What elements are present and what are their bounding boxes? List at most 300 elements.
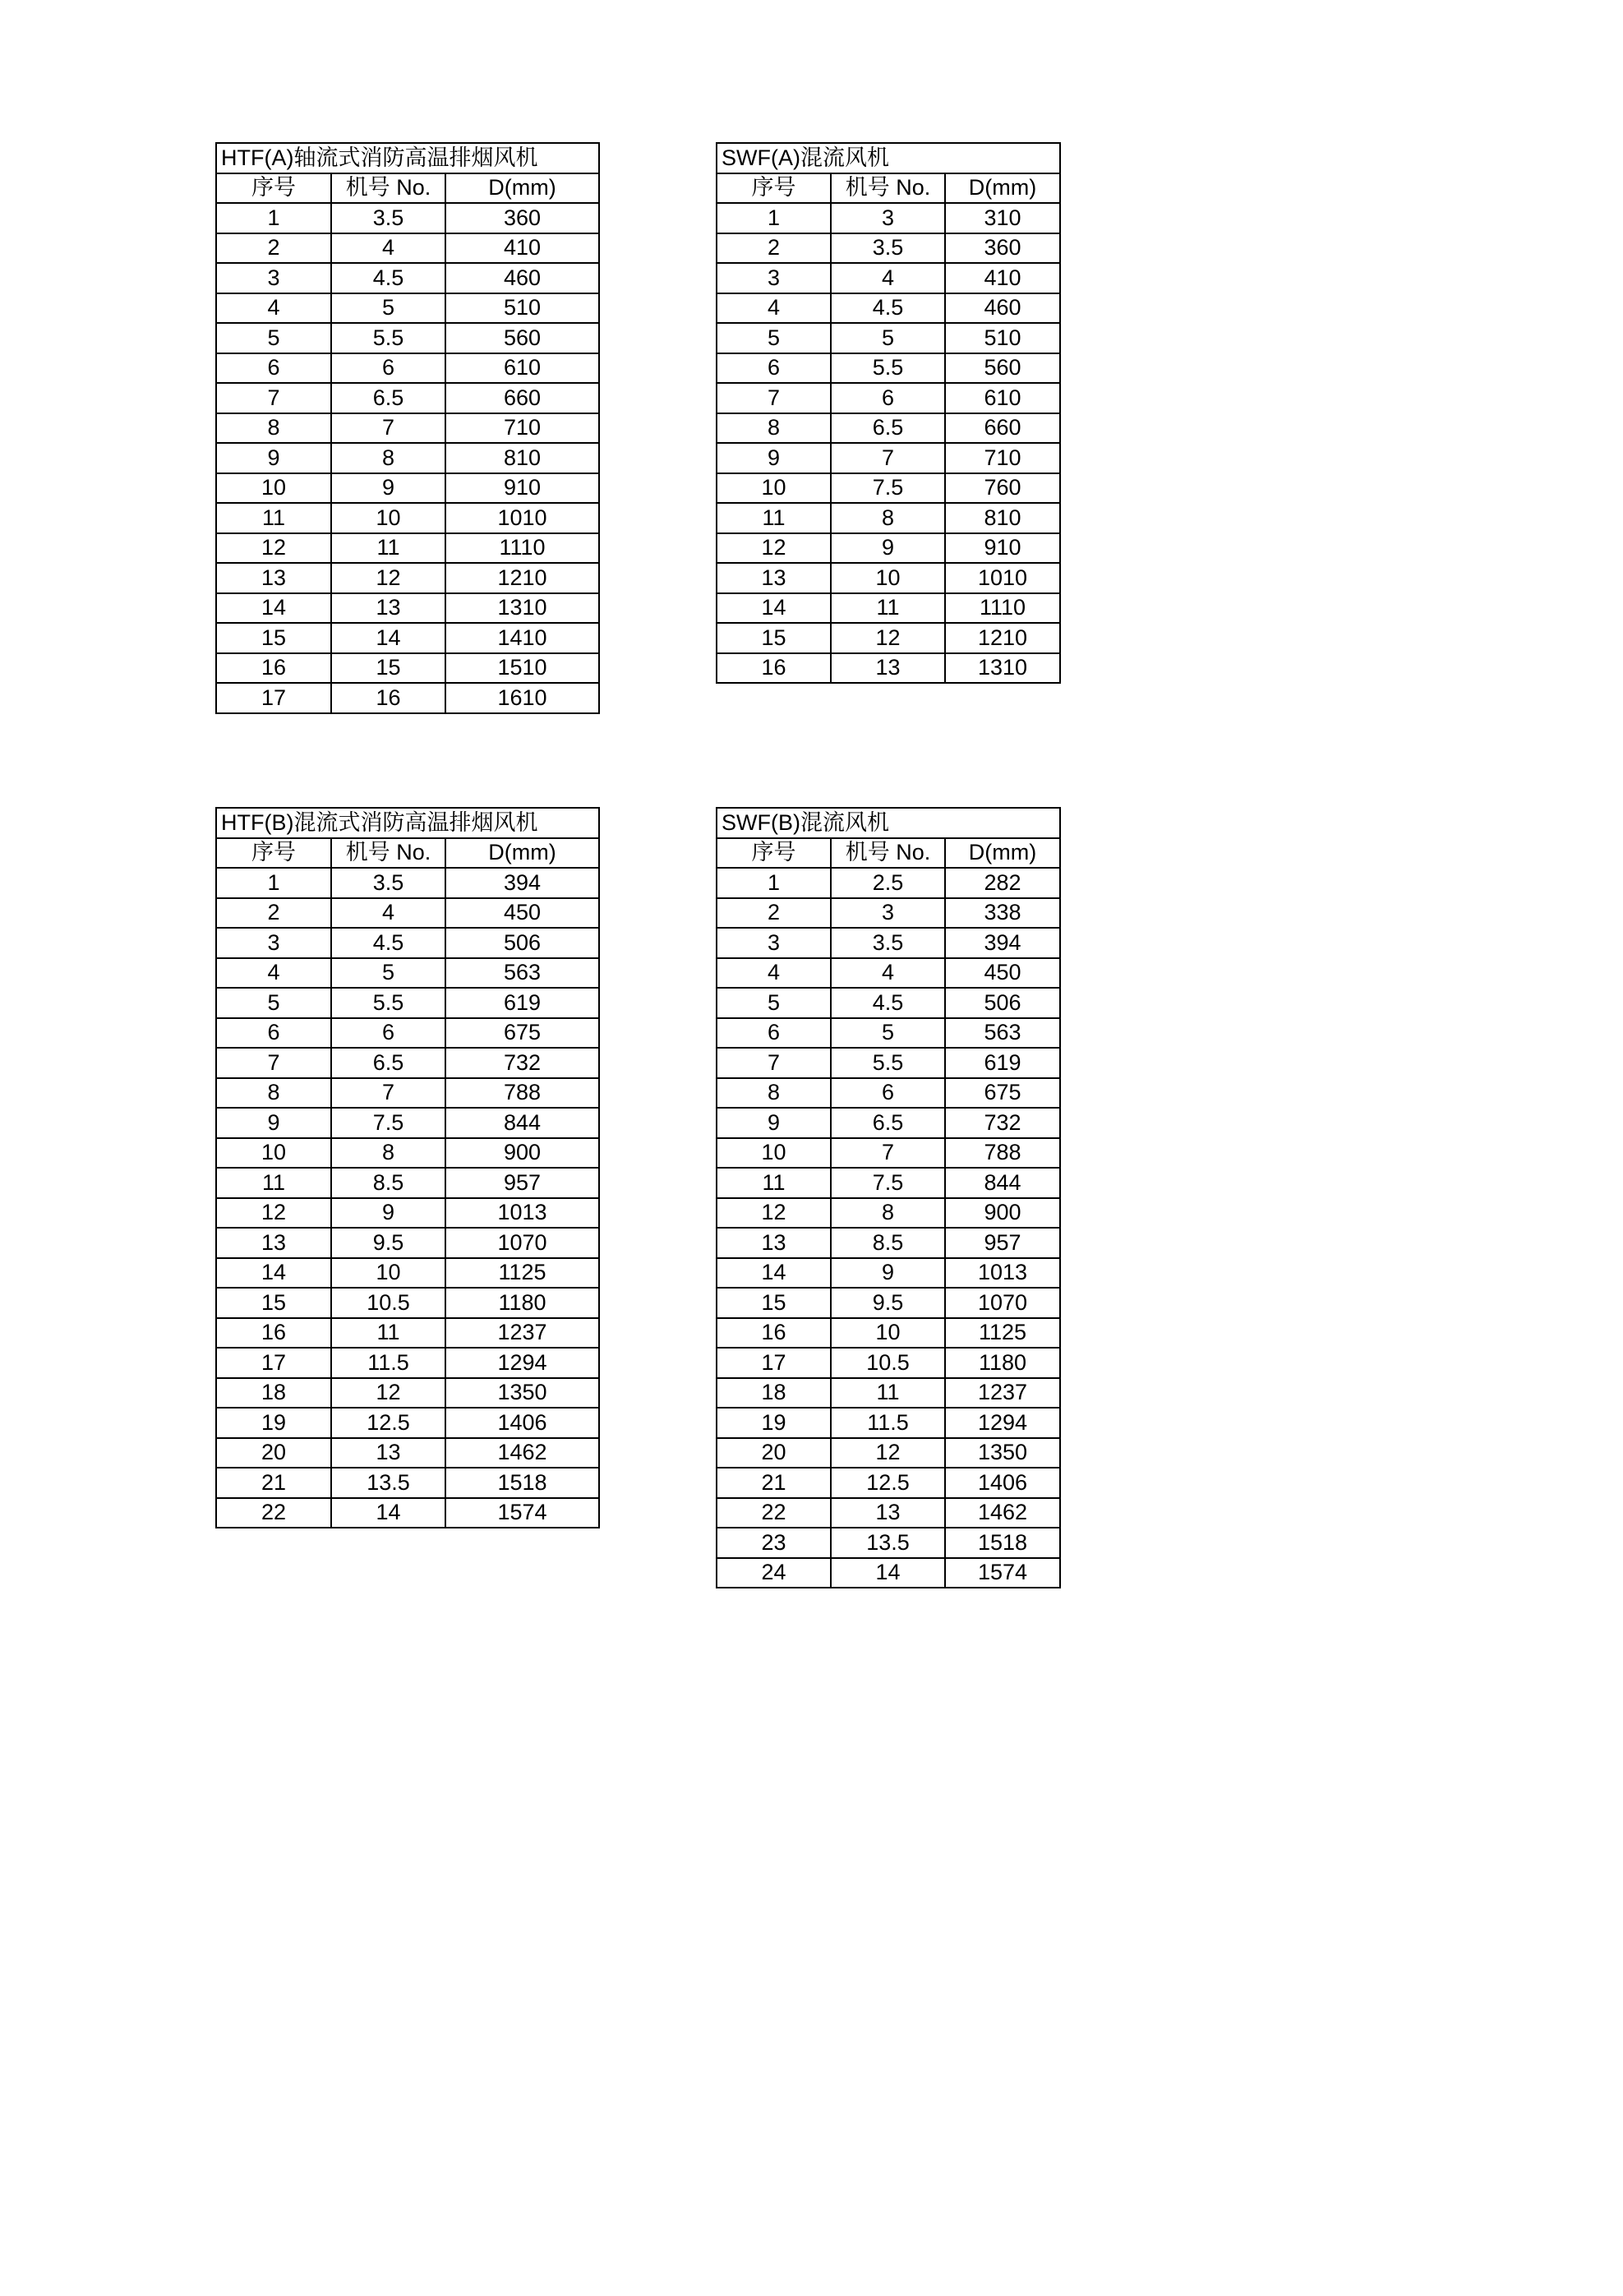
cell-diameter: 510 <box>445 293 599 324</box>
table-row <box>216 1138 599 1169</box>
table-row <box>717 1198 1060 1229</box>
cell-diameter: 1310 <box>945 653 1060 684</box>
cell-machine-no: 2.5 <box>831 868 945 898</box>
cell-diameter: 506 <box>945 988 1060 1018</box>
cell-index: 22 <box>717 1498 831 1528</box>
cell-index: 1 <box>717 203 831 233</box>
table-row <box>717 1438 1060 1468</box>
cell-index: 5 <box>717 323 831 353</box>
table-row <box>717 1378 1060 1408</box>
table-row <box>717 533 1060 564</box>
cell-index: 20 <box>717 1438 831 1468</box>
header-diameter: D(mm) <box>445 838 599 869</box>
table-row <box>216 1048 599 1078</box>
cell-machine-no: 3.5 <box>331 203 445 233</box>
cell-index: 14 <box>717 593 831 624</box>
cell-machine-no: 5.5 <box>331 323 445 353</box>
table-row <box>717 443 1060 473</box>
cell-diameter: 410 <box>445 233 599 264</box>
cell-machine-no: 5.5 <box>831 353 945 384</box>
table-row <box>216 383 599 413</box>
cell-machine-no: 8 <box>331 1138 445 1169</box>
cell-machine-no: 10 <box>331 503 445 533</box>
cell-index: 5 <box>717 988 831 1018</box>
table-row <box>717 868 1060 898</box>
cell-diameter: 675 <box>945 1078 1060 1109</box>
htf-b-table <box>215 807 600 1528</box>
table-title: HTF(A)轴流式消防高温排烟风机 <box>216 143 599 173</box>
cell-machine-no: 10.5 <box>831 1348 945 1378</box>
header-diameter: D(mm) <box>945 838 1060 869</box>
cell-machine-no: 11.5 <box>331 1348 445 1378</box>
cell-diameter: 506 <box>445 928 599 958</box>
table-row <box>216 623 599 653</box>
cell-machine-no: 9 <box>331 473 445 504</box>
table-title: HTF(B)混流式消防高温排烟风机 <box>216 808 599 838</box>
table-row <box>216 1018 599 1049</box>
header-diameter: D(mm) <box>445 173 599 204</box>
cell-diameter: 1237 <box>945 1378 1060 1408</box>
cell-machine-no: 10.5 <box>331 1288 445 1318</box>
cell-index: 11 <box>717 503 831 533</box>
cell-index: 13 <box>216 563 331 593</box>
table-row <box>717 1528 1060 1558</box>
cell-machine-no: 5.5 <box>331 988 445 1018</box>
table-row <box>717 1348 1060 1378</box>
table-row <box>717 1558 1060 1588</box>
cell-index: 2 <box>717 233 831 264</box>
table-row <box>717 383 1060 413</box>
cell-diameter: 1294 <box>445 1348 599 1378</box>
cell-diameter: 1574 <box>945 1558 1060 1588</box>
header-index: 序号 <box>717 173 831 204</box>
cell-diameter: 1070 <box>445 1228 599 1258</box>
cell-index: 15 <box>216 1288 331 1318</box>
table-header-row <box>216 838 599 869</box>
cell-diameter: 900 <box>945 1198 1060 1229</box>
cell-diameter: 660 <box>445 383 599 413</box>
table-row <box>216 233 599 264</box>
table-row <box>216 1408 599 1438</box>
cell-diameter: 1518 <box>445 1468 599 1498</box>
table-row <box>717 653 1060 684</box>
table-row <box>717 293 1060 324</box>
cell-machine-no: 6.5 <box>331 1048 445 1078</box>
cell-index: 10 <box>216 1138 331 1169</box>
cell-machine-no: 7 <box>331 413 445 444</box>
cell-index: 8 <box>216 413 331 444</box>
table-row <box>216 443 599 473</box>
cell-diameter: 1237 <box>445 1318 599 1349</box>
table-title-row <box>717 143 1060 173</box>
cell-diameter: 957 <box>445 1168 599 1198</box>
cell-machine-no: 11 <box>831 593 945 624</box>
cell-diameter: 450 <box>445 898 599 929</box>
cell-machine-no: 13.5 <box>331 1468 445 1498</box>
cell-index: 4 <box>216 293 331 324</box>
cell-index: 12 <box>216 533 331 564</box>
cell-diameter: 1310 <box>445 593 599 624</box>
table-row <box>216 503 599 533</box>
cell-diameter: 450 <box>945 958 1060 989</box>
cell-machine-no: 13.5 <box>831 1528 945 1558</box>
cell-index: 17 <box>216 683 331 713</box>
cell-machine-no: 15 <box>331 653 445 684</box>
table-row <box>216 928 599 958</box>
cell-diameter: 510 <box>945 323 1060 353</box>
cell-machine-no: 11.5 <box>831 1408 945 1438</box>
cell-machine-no: 4 <box>331 898 445 929</box>
table-row <box>717 323 1060 353</box>
cell-diameter: 1210 <box>945 623 1060 653</box>
cell-diameter: 394 <box>945 928 1060 958</box>
cell-machine-no: 16 <box>331 683 445 713</box>
cell-index: 11 <box>216 503 331 533</box>
cell-diameter: 910 <box>445 473 599 504</box>
table-title-row <box>717 808 1060 838</box>
cell-index: 4 <box>216 958 331 989</box>
table-title-row <box>216 143 599 173</box>
table-row <box>216 1348 599 1378</box>
table-header-row <box>216 173 599 204</box>
cell-machine-no: 10 <box>831 1318 945 1349</box>
cell-diameter: 282 <box>945 868 1060 898</box>
cell-index: 12 <box>216 1198 331 1229</box>
cell-diameter: 788 <box>945 1138 1060 1169</box>
cell-machine-no: 6.5 <box>831 1108 945 1138</box>
cell-diameter: 1518 <box>945 1528 1060 1558</box>
cell-index: 6 <box>216 353 331 384</box>
cell-machine-no: 9 <box>331 1198 445 1229</box>
cell-diameter: 844 <box>445 1108 599 1138</box>
table-row <box>717 593 1060 624</box>
table-row <box>216 203 599 233</box>
cell-diameter: 1180 <box>445 1288 599 1318</box>
cell-machine-no: 13 <box>831 1498 945 1528</box>
cell-index: 15 <box>717 623 831 653</box>
table-row <box>717 503 1060 533</box>
table-row <box>216 473 599 504</box>
table-row <box>216 1078 599 1109</box>
cell-diameter: 710 <box>445 413 599 444</box>
table-row <box>717 928 1060 958</box>
cell-diameter: 1180 <box>945 1348 1060 1378</box>
table-row <box>216 263 599 293</box>
table-row <box>216 1378 599 1408</box>
table-row <box>717 1108 1060 1138</box>
cell-diameter: 360 <box>945 233 1060 264</box>
cell-machine-no: 3.5 <box>331 868 445 898</box>
cell-machine-no: 14 <box>331 623 445 653</box>
cell-diameter: 563 <box>945 1018 1060 1049</box>
cell-diameter: 619 <box>945 1048 1060 1078</box>
cell-diameter: 1350 <box>445 1378 599 1408</box>
cell-machine-no: 7 <box>831 443 945 473</box>
cell-machine-no: 4.5 <box>831 988 945 1018</box>
table-row <box>717 1498 1060 1528</box>
cell-index: 1 <box>717 868 831 898</box>
cell-index: 16 <box>216 1318 331 1349</box>
cell-index: 4 <box>717 293 831 324</box>
cell-index: 8 <box>216 1078 331 1109</box>
cell-index: 3 <box>216 263 331 293</box>
table-title-row <box>216 808 599 838</box>
cell-machine-no: 12 <box>831 1438 945 1468</box>
cell-machine-no: 8 <box>331 443 445 473</box>
table-row <box>216 683 599 713</box>
cell-index: 6 <box>717 353 831 384</box>
cell-index: 2 <box>717 898 831 929</box>
cell-machine-no: 4.5 <box>331 928 445 958</box>
cell-diameter: 810 <box>945 503 1060 533</box>
cell-index: 3 <box>717 928 831 958</box>
table-row <box>216 353 599 384</box>
table-row <box>717 1258 1060 1289</box>
table-row <box>216 868 599 898</box>
cell-diameter: 460 <box>445 263 599 293</box>
table-row <box>216 958 599 989</box>
table-row <box>717 1168 1060 1198</box>
table-title: SWF(B)混流风机 <box>717 808 1060 838</box>
table-row <box>717 1048 1060 1078</box>
cell-diameter: 1350 <box>945 1438 1060 1468</box>
table-row <box>216 1288 599 1318</box>
cell-diameter: 394 <box>445 868 599 898</box>
table-row <box>216 1498 599 1528</box>
cell-diameter: 560 <box>445 323 599 353</box>
cell-diameter: 610 <box>445 353 599 384</box>
cell-index: 17 <box>717 1348 831 1378</box>
header-machine-no: 机号 No. <box>331 838 445 869</box>
cell-index: 17 <box>216 1348 331 1378</box>
table-row <box>216 898 599 929</box>
cell-diameter: 619 <box>445 988 599 1018</box>
cell-machine-no: 5 <box>331 293 445 324</box>
cell-machine-no: 8.5 <box>331 1168 445 1198</box>
cell-machine-no: 14 <box>831 1558 945 1588</box>
cell-diameter: 844 <box>945 1168 1060 1198</box>
cell-diameter: 1013 <box>445 1198 599 1229</box>
cell-index: 19 <box>717 1408 831 1438</box>
cell-machine-no: 5 <box>331 958 445 989</box>
table-row <box>717 353 1060 384</box>
cell-diameter: 1013 <box>945 1258 1060 1289</box>
cell-diameter: 360 <box>445 203 599 233</box>
cell-machine-no: 4 <box>331 233 445 264</box>
cell-index: 16 <box>216 653 331 684</box>
swf-b-table <box>716 807 1061 1588</box>
cell-machine-no: 7 <box>831 1138 945 1169</box>
cell-index: 14 <box>717 1258 831 1289</box>
table-row <box>216 413 599 444</box>
table-row <box>216 593 599 624</box>
cell-index: 12 <box>717 1198 831 1229</box>
table-row <box>216 293 599 324</box>
table-row <box>717 1228 1060 1258</box>
cell-machine-no: 9 <box>831 533 945 564</box>
table-row <box>216 1318 599 1349</box>
cell-diameter: 410 <box>945 263 1060 293</box>
cell-index: 5 <box>216 988 331 1018</box>
table-header-row <box>717 173 1060 204</box>
cell-machine-no: 4 <box>831 958 945 989</box>
header-machine-no: 机号 No. <box>331 173 445 204</box>
cell-diameter: 900 <box>445 1138 599 1169</box>
table-row <box>717 988 1060 1018</box>
cell-index: 21 <box>216 1468 331 1498</box>
cell-diameter: 1110 <box>945 593 1060 624</box>
cell-machine-no: 6 <box>331 1018 445 1049</box>
cell-index: 8 <box>717 1078 831 1109</box>
cell-index: 15 <box>717 1288 831 1318</box>
table-row <box>717 563 1060 593</box>
cell-index: 16 <box>717 1318 831 1349</box>
cell-machine-no: 14 <box>331 1498 445 1528</box>
cell-index: 6 <box>717 1018 831 1049</box>
table-row <box>216 653 599 684</box>
cell-machine-no: 5 <box>831 1018 945 1049</box>
cell-diameter: 1294 <box>945 1408 1060 1438</box>
cell-index: 11 <box>216 1168 331 1198</box>
cell-machine-no: 6 <box>831 383 945 413</box>
cell-index: 12 <box>717 533 831 564</box>
cell-diameter: 788 <box>445 1078 599 1109</box>
cell-machine-no: 11 <box>331 533 445 564</box>
cell-machine-no: 13 <box>331 593 445 624</box>
cell-index: 9 <box>216 1108 331 1138</box>
cell-machine-no: 7.5 <box>331 1108 445 1138</box>
cell-machine-no: 4.5 <box>331 263 445 293</box>
table-header-row <box>717 838 1060 869</box>
cell-index: 13 <box>216 1228 331 1258</box>
header-index: 序号 <box>216 173 331 204</box>
table-row <box>216 988 599 1018</box>
cell-diameter: 1010 <box>445 503 599 533</box>
cell-machine-no: 6 <box>331 353 445 384</box>
table-row <box>216 1198 599 1229</box>
cell-index: 14 <box>216 1258 331 1289</box>
cell-machine-no: 8.5 <box>831 1228 945 1258</box>
cell-index: 5 <box>216 323 331 353</box>
table-row <box>717 1138 1060 1169</box>
cell-machine-no: 7 <box>331 1078 445 1109</box>
table-row <box>717 233 1060 264</box>
cell-machine-no: 13 <box>831 653 945 684</box>
cell-machine-no: 7.5 <box>831 1168 945 1198</box>
cell-diameter: 760 <box>945 473 1060 504</box>
header-index: 序号 <box>216 838 331 869</box>
cell-machine-no: 3.5 <box>831 233 945 264</box>
table-row <box>216 323 599 353</box>
cell-index: 2 <box>216 898 331 929</box>
cell-machine-no: 3 <box>831 203 945 233</box>
cell-index: 8 <box>717 413 831 444</box>
cell-index: 18 <box>216 1378 331 1408</box>
cell-machine-no: 12.5 <box>331 1408 445 1438</box>
cell-index: 7 <box>717 1048 831 1078</box>
cell-diameter: 957 <box>945 1228 1060 1258</box>
cell-index: 10 <box>717 1138 831 1169</box>
table-row <box>216 1468 599 1498</box>
table-row <box>717 958 1060 989</box>
cell-diameter: 910 <box>945 533 1060 564</box>
table-row <box>216 1438 599 1468</box>
table-title: SWF(A)混流风机 <box>717 143 1060 173</box>
cell-diameter: 732 <box>445 1048 599 1078</box>
table-row <box>216 533 599 564</box>
cell-machine-no: 10 <box>331 1258 445 1289</box>
table-row <box>717 413 1060 444</box>
cell-diameter: 1070 <box>945 1288 1060 1318</box>
cell-index: 4 <box>717 958 831 989</box>
table-row <box>216 1108 599 1138</box>
cell-diameter: 1410 <box>445 623 599 653</box>
table-row <box>717 263 1060 293</box>
cell-machine-no: 6.5 <box>831 413 945 444</box>
cell-machine-no: 3 <box>831 898 945 929</box>
cell-diameter: 1610 <box>445 683 599 713</box>
cell-index: 7 <box>216 383 331 413</box>
table-row <box>717 1468 1060 1498</box>
cell-diameter: 810 <box>445 443 599 473</box>
cell-index: 15 <box>216 623 331 653</box>
cell-index: 19 <box>216 1408 331 1438</box>
table-row <box>717 1018 1060 1049</box>
cell-machine-no: 8 <box>831 1198 945 1229</box>
cell-index: 10 <box>717 473 831 504</box>
cell-diameter: 675 <box>445 1018 599 1049</box>
cell-machine-no: 4.5 <box>831 293 945 324</box>
cell-machine-no: 10 <box>831 563 945 593</box>
table-row <box>717 1078 1060 1109</box>
cell-machine-no: 4 <box>831 263 945 293</box>
cell-machine-no: 11 <box>331 1318 445 1349</box>
cell-diameter: 460 <box>945 293 1060 324</box>
cell-index: 2 <box>216 233 331 264</box>
cell-machine-no: 9 <box>831 1258 945 1289</box>
cell-index: 16 <box>717 653 831 684</box>
cell-diameter: 1462 <box>945 1498 1060 1528</box>
cell-index: 14 <box>216 593 331 624</box>
table-row <box>717 203 1060 233</box>
cell-machine-no: 6.5 <box>331 383 445 413</box>
htf-a-table <box>215 142 600 714</box>
cell-diameter: 1110 <box>445 533 599 564</box>
cell-index: 20 <box>216 1438 331 1468</box>
cell-machine-no: 9.5 <box>331 1228 445 1258</box>
cell-machine-no: 7.5 <box>831 473 945 504</box>
cell-diameter: 710 <box>945 443 1060 473</box>
cell-diameter: 1406 <box>445 1408 599 1438</box>
cell-diameter: 338 <box>945 898 1060 929</box>
cell-index: 11 <box>717 1168 831 1198</box>
cell-index: 6 <box>216 1018 331 1049</box>
cell-index: 7 <box>216 1048 331 1078</box>
cell-diameter: 1210 <box>445 563 599 593</box>
cell-diameter: 1010 <box>945 563 1060 593</box>
cell-index: 3 <box>216 928 331 958</box>
cell-index: 18 <box>717 1378 831 1408</box>
table-row <box>216 563 599 593</box>
cell-index: 3 <box>717 263 831 293</box>
cell-machine-no: 5.5 <box>831 1048 945 1078</box>
cell-diameter: 1406 <box>945 1468 1060 1498</box>
cell-index: 7 <box>717 383 831 413</box>
cell-machine-no: 6 <box>831 1078 945 1109</box>
cell-index: 9 <box>717 1108 831 1138</box>
cell-index: 13 <box>717 1228 831 1258</box>
cell-diameter: 1462 <box>445 1438 599 1468</box>
